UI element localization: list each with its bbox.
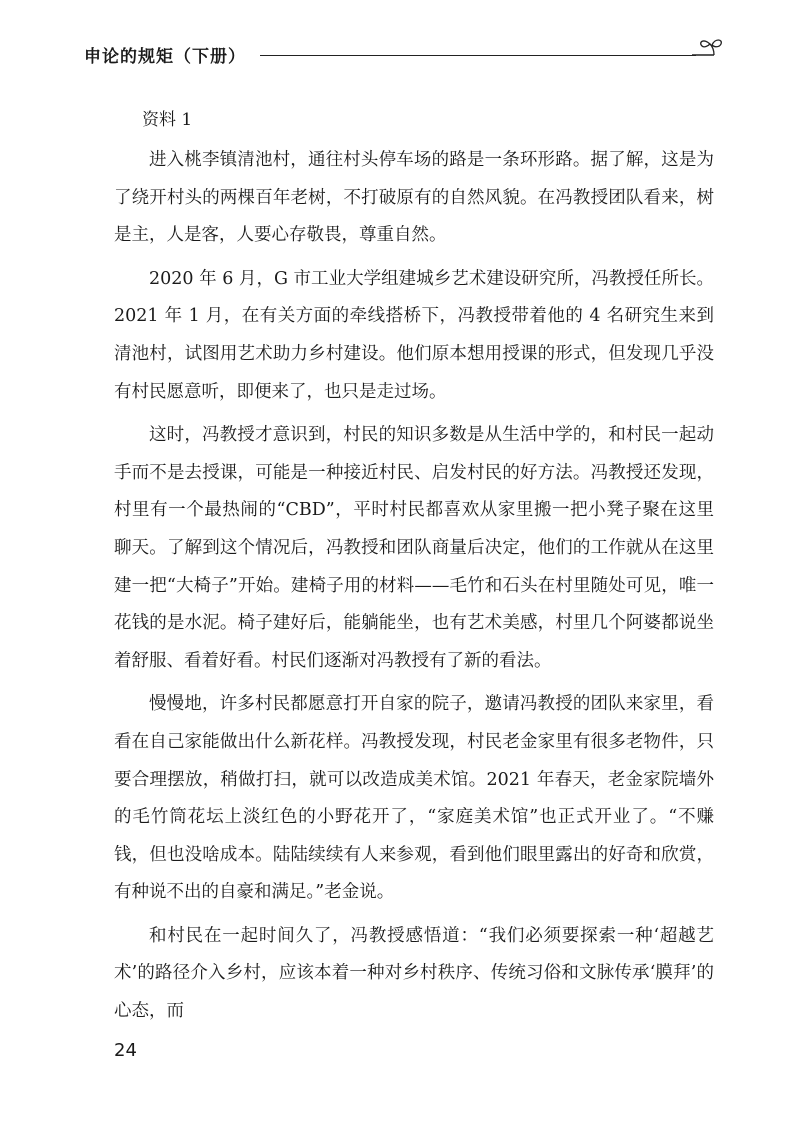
paragraph: 慢慢地，许多村民都愿意打开自家的院子，邀请冯教授的团队来家里，看看在自己家能做出什么新花样。冯教授发现，村民老金家里有很多老物件，只要合理摆放，稍做打扫，就可以改造成美术馆。2021 年春天，老金家院墙外的毛竹筒花坛上淡红色的小野花开了，“家庭美术馆”也正式开业了。“不赚钱，但也没啥成本。陆陆续续有人来参观，看到他们眼里露出的好奇和欣赏，有种说不出的自豪和满足。”老金说。 xyxy=(114,694,714,903)
paragraph: 和村民在一起时间久了，冯教授感悟道：“我们必须要探索一种‘超越艺术’的路径介入乡村，应该本着一种对乡村秩序、传统习俗和文脉传承‘膜拜’的心态，而 xyxy=(114,925,714,1022)
page-number: 24 xyxy=(114,1040,137,1061)
sprout-icon xyxy=(690,36,724,64)
section-label: 资料 1 xyxy=(142,110,193,130)
header-rule xyxy=(260,55,696,56)
paragraph: 进入桃李镇清池村，通往村头停车场的路是一条环形路。据了解，这是为了绕开村头的两棵百年老树，不打破原有的自然风貌。在冯教授团队看来，树是主，人是客，人要心存敬畏，尊重自然。 xyxy=(114,150,714,246)
book-title: 申论的规矩（下册） xyxy=(84,47,246,67)
running-header xyxy=(84,36,724,66)
paragraph: 这时，冯教授才意识到，村民的知识多数是从生活中学的，和村民一起动手而不是去授课，可能是一种接近村民、启发村民的好方法。冯教授还发现，村里有一个最热闹的“CBD”，平时村民都喜欢从家里搬一把小凳子聚在这里聊天。了解到这个情况后，冯教授和团队商量后决定，他们的工作就从在这里建一把“大椅子”开始。建椅子用的材料——毛竹和石头在村里随处可见，唯一花钱的是水泥。椅子建好后，能躺能坐，也有艺术美感，村里几个阿婆都说坐着舒服、看着好看。村民们逐渐对冯教授有了新的看法。 xyxy=(114,425,714,671)
paragraph: 2020 年 6 月，G 市工业大学组建城乡艺术建设研究所，冯教授任所长。2021 年 1 月，在有关方面的牵线搭桥下，冯教授带着他的 4 名研究生来到清池村，试图用艺术助力乡村建设。他们原本想用授课的形式，但发现几乎没有村民愿意听，即便来了，也只是走过场。 xyxy=(114,268,714,402)
page-body xyxy=(114,98,714,1037)
